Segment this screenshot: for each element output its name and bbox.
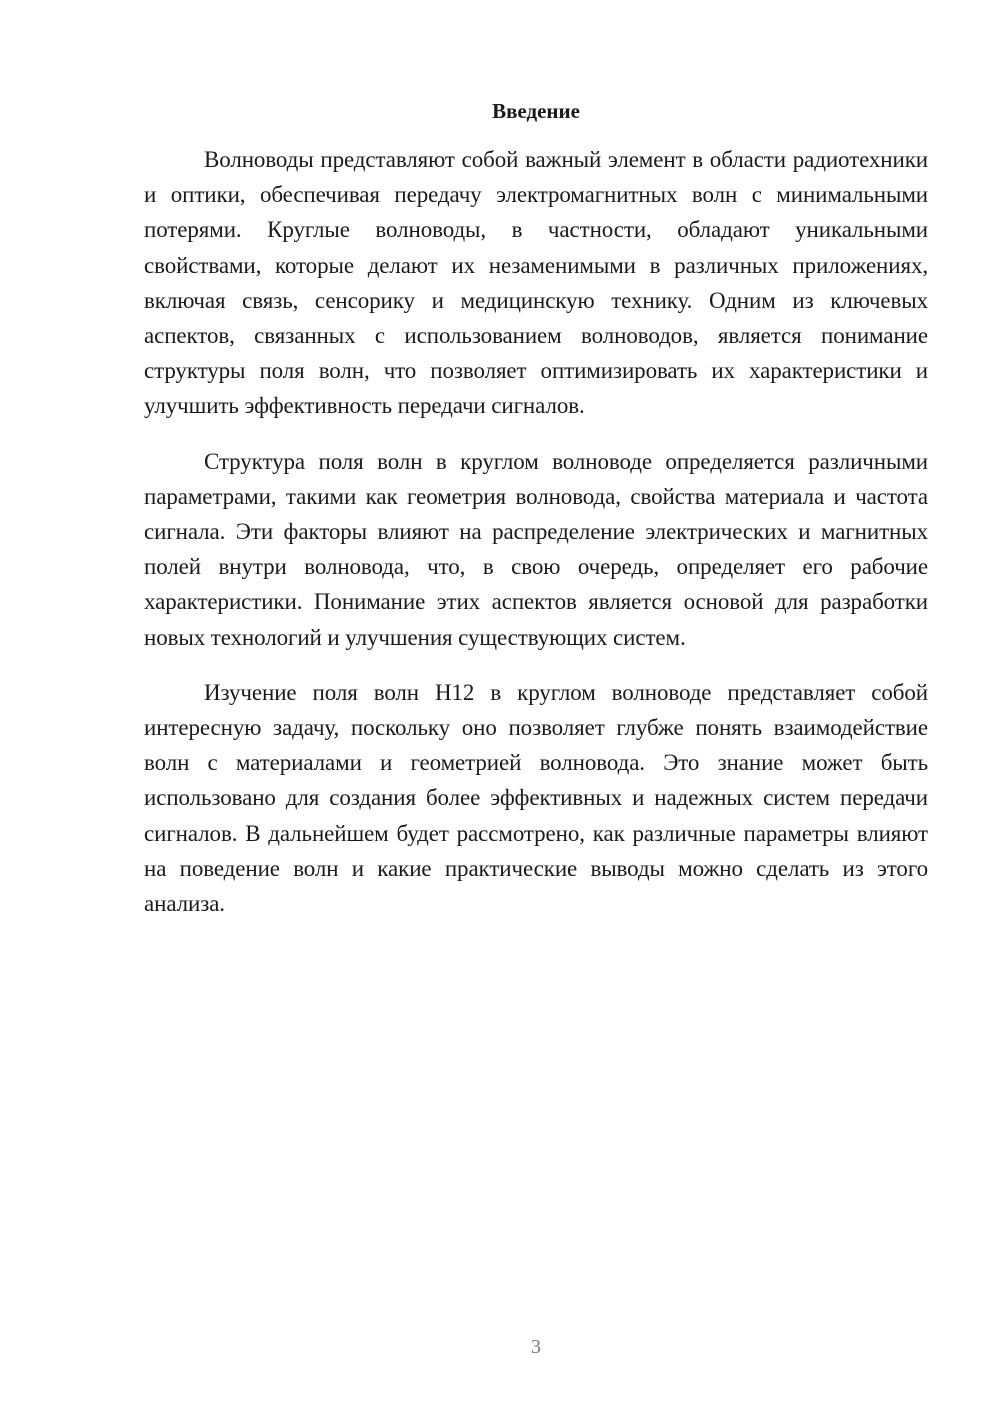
paragraph-3: Изучение поля волн H12 в круглом волноводе представляет собой интересную задачу, поскольку оно позволяет глубже понять взаимодействие волн с материалами и геометрией волновода. Это знание может быть использовано для создания более эффективных и надежных систем передачи сигналов. В дальнейшем будет рассмотрено, как различные параметры влияют на поведение волн и какие практические выводы можно сделать из этого анализа. <box>144 679 928 917</box>
paragraph-1: Волноводы представляют собой важный элемент в области радиотехники и оптики, обеспечивая передачу электромагнитных волн с минимальными потерями. Круглые волноводы, в частности, обладают уникальными свойствами, которые делают их незаменимыми в различных приложениях, включая связь, сенсорику и медицинскую технику. Одним из ключевых аспектов, связанных с использованием волноводов, является понимание структуры поля волн, что позволяет оптимизировать их характеристики и улучшить эффективность передачи сигналов. <box>144 147 928 419</box>
body-text <box>144 142 928 941</box>
page-number: 3 <box>531 1336 541 1358</box>
section-heading: Введение <box>492 99 580 123</box>
paragraph-2: Структура поля волн в круглом волноводе определяется различными параметрами, такими как геометрия волновода, свойства материала и частота сигнала. Эти факторы влияют на распределение электрических и магнитных полей внутри волновода, что, в свою очередь, определяет его рабочие характеристики. Понимание этих аспектов является основой для разработки новых технологий и улучшения существующих систем. <box>144 448 928 650</box>
